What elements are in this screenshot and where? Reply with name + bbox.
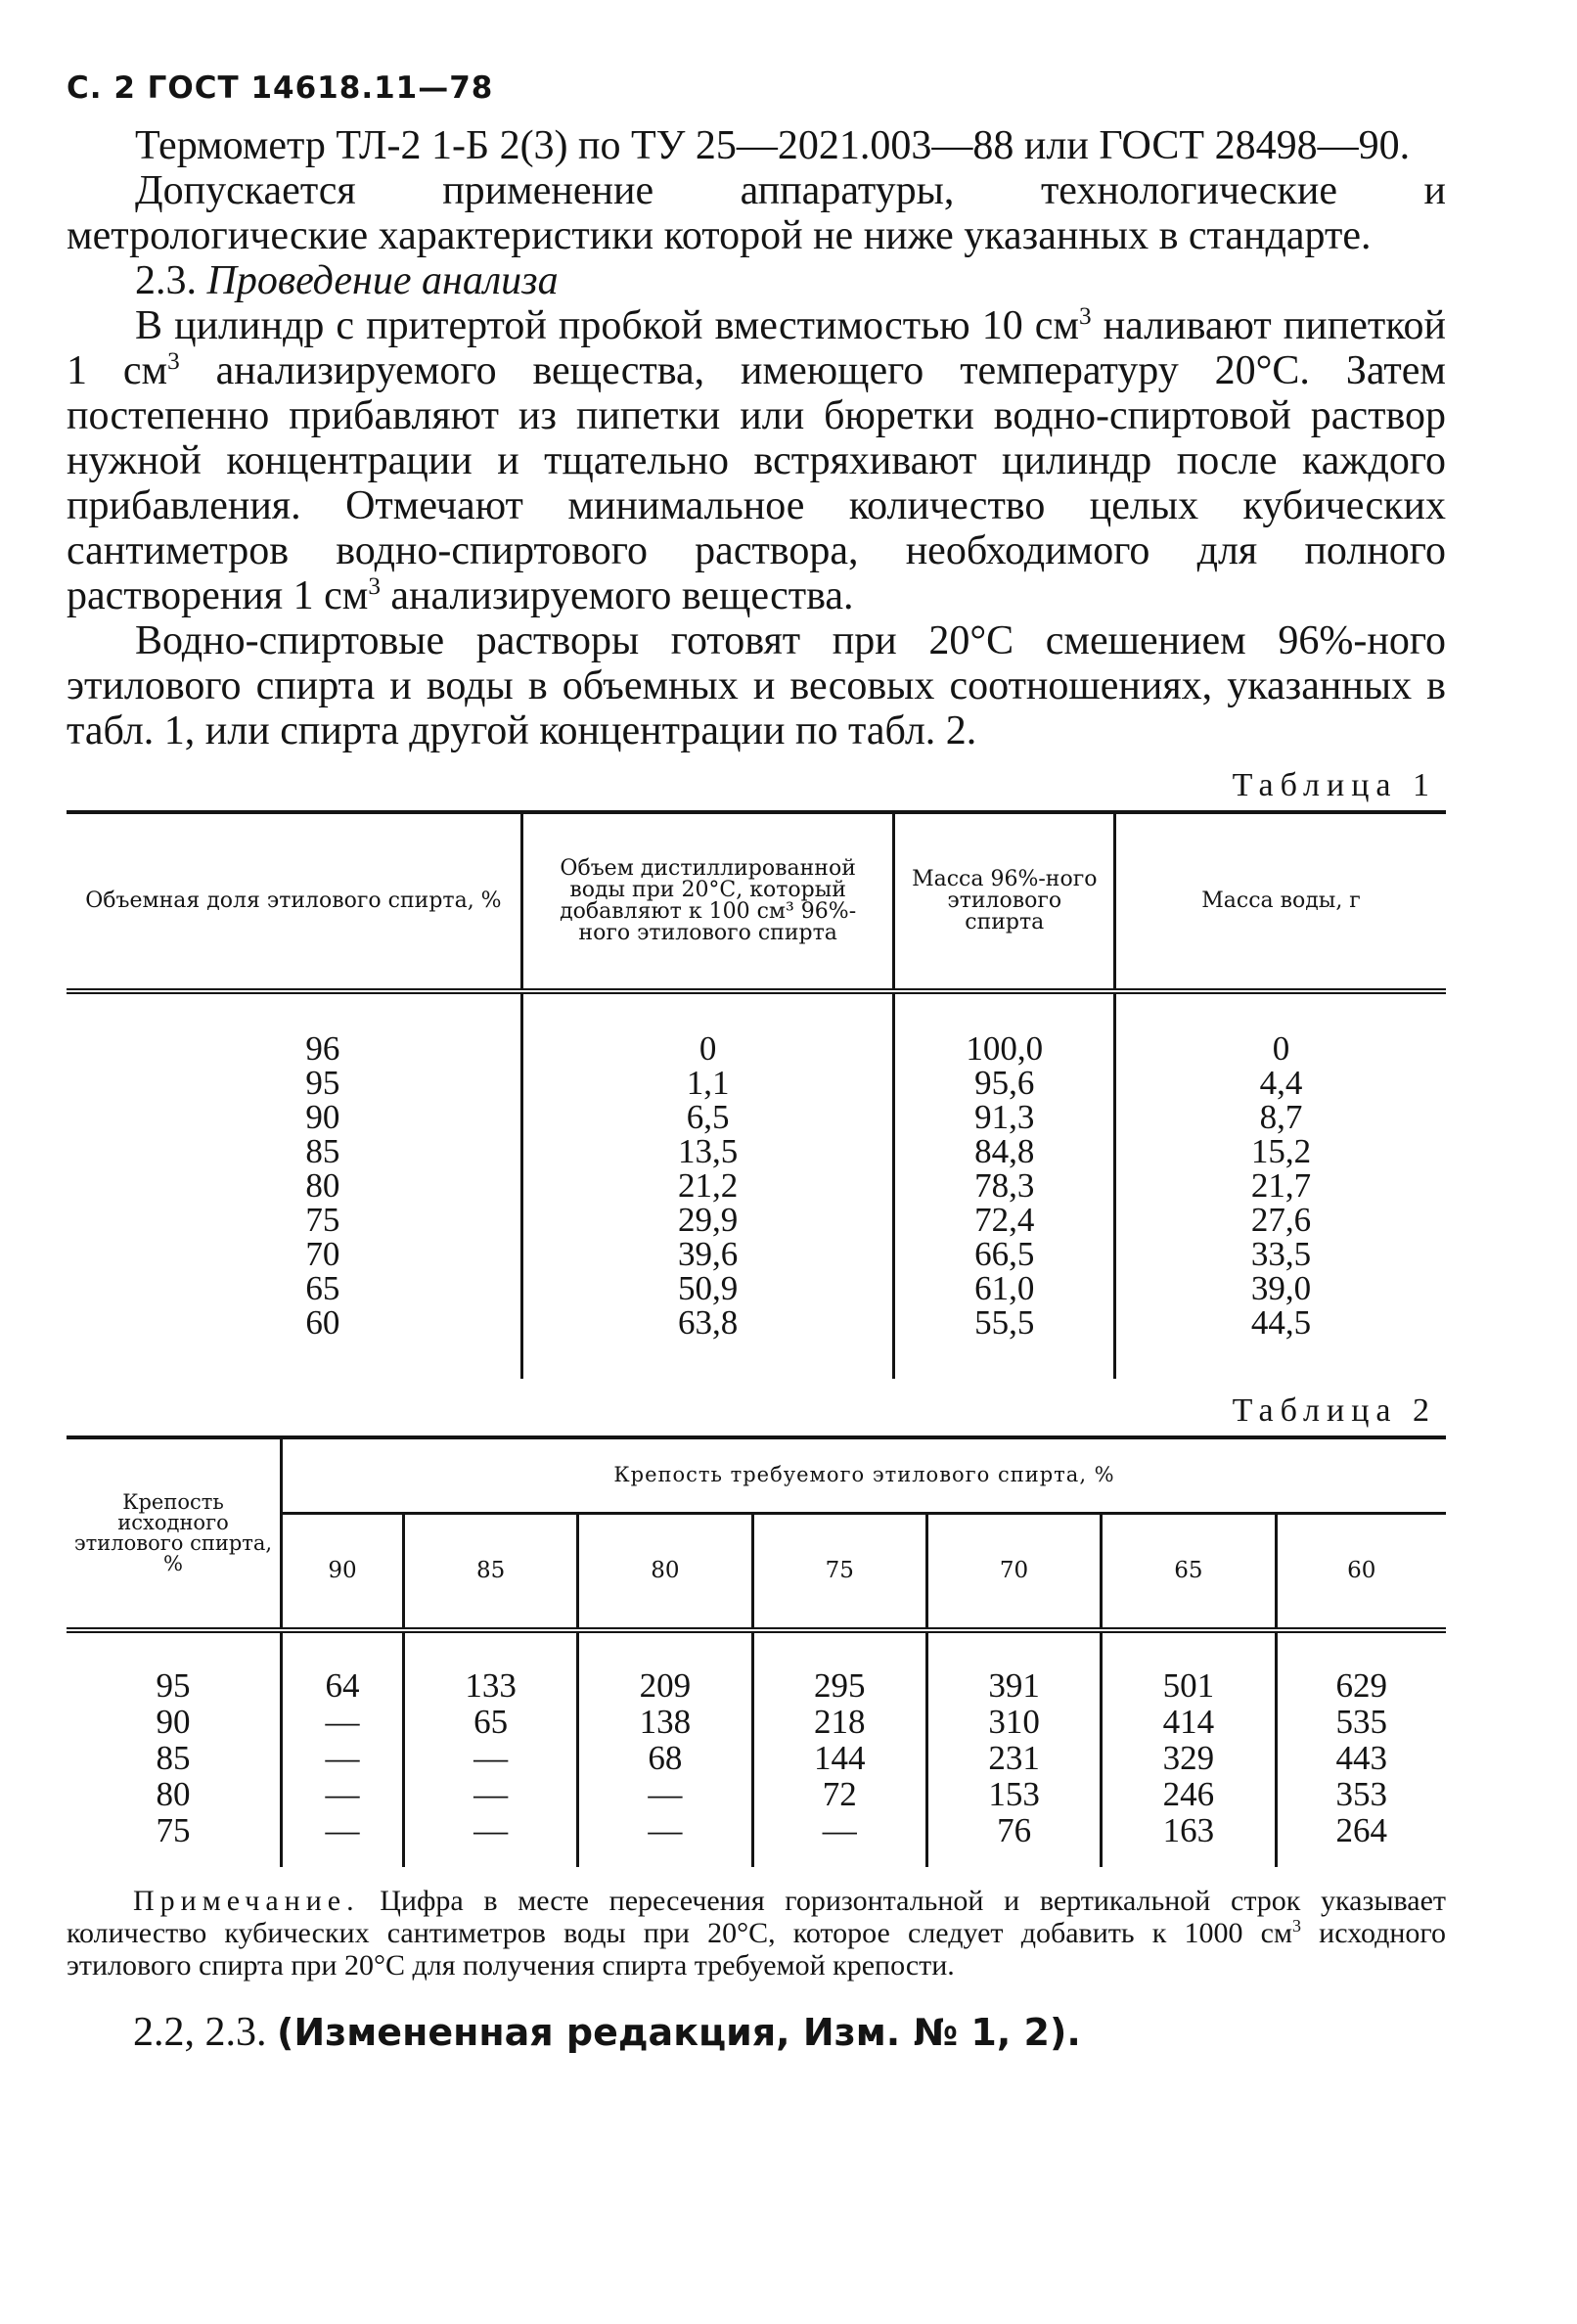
procedure-text-c: анализируемого вещества, имеющего температуру 20°С. Затем постепенно прибавляют из пипетки или бюретки водно-спиртовой раствор нужной концентрации и тщательно встряхивают цилиндр после каждого прибавления. Отмечают минимальное количество целых кубических сантиметров водно-спиртового раствора, необходимого для полного растворения 1 см xyxy=(67,348,1446,618)
table1-cell: 66,5 xyxy=(894,1237,1115,1271)
table1-cell: 78,3 xyxy=(894,1168,1115,1203)
table1-cell: 91,3 xyxy=(894,1100,1115,1134)
procedure-text-a: В цилиндр с притертой пробкой вместимостью 10 см xyxy=(135,303,1080,348)
table1-row xyxy=(67,1237,1446,1271)
table2-body xyxy=(67,1630,1446,1867)
footer-amendment: (Измененная редакция, Изм. № 1, 2). xyxy=(277,2011,1081,2054)
table2-cell: 629 xyxy=(1276,1630,1446,1704)
table2-cell: — xyxy=(403,1740,577,1776)
table1-cell: 95 xyxy=(305,1064,340,1102)
table1-cell: 29,9 xyxy=(521,1203,894,1237)
table2-cell: 414 xyxy=(1102,1704,1276,1740)
table1-row xyxy=(67,1100,1446,1134)
table2-cell: 310 xyxy=(926,1704,1101,1740)
paragraph-thermometer: Термометр ТЛ-2 1-Б 2(3) по ТУ 25—2021.003—88 или ГОСТ 28498—90. xyxy=(135,123,1411,168)
table2-row xyxy=(67,1630,1446,1704)
table1-cell: 6,5 xyxy=(521,1100,894,1134)
table1-header-cell: Масса воды, г xyxy=(1115,812,1446,991)
table2-cell: — xyxy=(752,1812,926,1867)
table1-cell: 90 xyxy=(305,1098,340,1136)
table2-group-header: Крепость требуемого этилового спирта, % xyxy=(282,1437,1447,1513)
table1-cell: 96 xyxy=(305,1029,340,1068)
table2-stub-cell: 80 xyxy=(156,1775,191,1813)
table1-cell: 1,1 xyxy=(521,1066,894,1100)
table1-cell: 95,6 xyxy=(894,1066,1115,1100)
table1-cell: 21,2 xyxy=(521,1168,894,1203)
table2-cell: 65 xyxy=(403,1704,577,1740)
table1-cell: 27,6 xyxy=(1115,1203,1446,1237)
table2-cell: 535 xyxy=(1276,1704,1446,1740)
table1-cell: 84,8 xyxy=(894,1134,1115,1168)
table2-cell: — xyxy=(403,1776,577,1812)
table2-cell: — xyxy=(578,1776,752,1812)
document-page xyxy=(67,70,1446,2056)
table2-cell: 218 xyxy=(752,1704,926,1740)
paragraph-solutions: Водно-спиртовые растворы готовят при 20°С смешением 96%-ного этилового спирта и воды в объемных и весовых соотношениях, указанных в табл. 1, или спирта другой концентрации по табл. 2. xyxy=(67,618,1446,753)
section-heading xyxy=(67,258,1446,303)
note-text-b: исходного этилового спирта при 20°С для получения спирта требуемой крепости. xyxy=(67,1917,1446,1982)
body-text xyxy=(67,123,1446,753)
table1-cell: 39,0 xyxy=(1115,1271,1446,1305)
table2-row xyxy=(67,1812,1446,1867)
table2-cell: 329 xyxy=(1102,1740,1276,1776)
table2-cell: 76 xyxy=(926,1812,1101,1867)
table1-row xyxy=(67,1168,1446,1203)
table2-row xyxy=(67,1704,1446,1740)
table2-cell: — xyxy=(578,1812,752,1867)
amendment-footer xyxy=(133,2009,1446,2056)
table1 xyxy=(67,810,1446,1379)
table-note xyxy=(67,1885,1446,1982)
section-number: 2.3. xyxy=(135,258,197,303)
table1-cell: 60 xyxy=(305,1303,340,1342)
table2-cell: 153 xyxy=(926,1776,1101,1812)
table1-cell: 65 xyxy=(305,1269,340,1307)
note-text-a: Цифра в месте пересечения горизонтальной и вертикальной строк указывает количество кубических сантиметров воды при 20°С, которое следует добавить к 1000 см xyxy=(67,1885,1446,1949)
section-title: Проведение анализа xyxy=(206,258,559,303)
table2-column-header: 65 xyxy=(1102,1513,1276,1630)
table2-column-header: 80 xyxy=(578,1513,752,1630)
table1-header-row xyxy=(67,812,1446,991)
table2-column-header: 70 xyxy=(926,1513,1101,1630)
note-label: Примечание. xyxy=(133,1885,360,1917)
table1-cell: 0 xyxy=(1115,991,1446,1066)
table1-cell: 55,5 xyxy=(894,1305,1115,1379)
table1-cell: 0 xyxy=(521,991,894,1066)
table2-stub-header: Крепость исходного этилового спирта, % xyxy=(67,1437,282,1630)
table2-row xyxy=(67,1740,1446,1776)
superscript: 3 xyxy=(167,348,180,375)
table1-row xyxy=(67,1134,1446,1168)
table2-cell: 144 xyxy=(752,1740,926,1776)
table1-cell: 85 xyxy=(305,1132,340,1170)
table2-stub-cell: 95 xyxy=(156,1666,191,1705)
table1-cell: 21,7 xyxy=(1115,1168,1446,1203)
table2-cell: — xyxy=(282,1776,404,1812)
table1-header-cell: Объем дистиллированной воды при 20°С, который добавляют к 100 см³ 96%-ного этилового спирта xyxy=(521,812,894,991)
table2-row xyxy=(67,1776,1446,1812)
table2-cell: 443 xyxy=(1276,1740,1446,1776)
table2-cell: 353 xyxy=(1276,1776,1446,1812)
table1-cell: 63,8 xyxy=(521,1305,894,1379)
footer-sections: 2.2, 2.3. xyxy=(133,2010,267,2055)
table2-stub-cell: 75 xyxy=(156,1811,191,1849)
table1-header-cell: Масса 96%-ного этилового спирта xyxy=(894,812,1115,991)
paragraph-procedure xyxy=(67,303,1446,618)
superscript: 3 xyxy=(1079,303,1092,330)
table1-cell: 50,9 xyxy=(521,1271,894,1305)
table1-title: Таблица 1 xyxy=(1232,767,1436,803)
superscript: 3 xyxy=(1291,1916,1301,1936)
table1-cell: 4,4 xyxy=(1115,1066,1446,1100)
procedure-text-b: наливают пипеткой 1 см xyxy=(67,303,1446,393)
table2-cell: 501 xyxy=(1102,1630,1276,1704)
table1-cell: 44,5 xyxy=(1115,1305,1446,1379)
table1-body xyxy=(67,991,1446,1379)
table2-stub-cell: 85 xyxy=(156,1739,191,1777)
table1-cell: 80 xyxy=(305,1166,340,1205)
table2-title: Таблица 2 xyxy=(1232,1392,1436,1429)
table2-cell: 209 xyxy=(578,1630,752,1704)
table2-cell: — xyxy=(282,1740,404,1776)
table1-cell: 100,0 xyxy=(894,991,1115,1066)
table2-header-row xyxy=(67,1437,1446,1513)
table2-column-header: 60 xyxy=(1276,1513,1446,1630)
table1-row xyxy=(67,1066,1446,1100)
table1-cell: 39,6 xyxy=(521,1237,894,1271)
superscript: 3 xyxy=(368,573,381,600)
table1-cell: 70 xyxy=(305,1235,340,1273)
table1-cell: 8,7 xyxy=(1115,1100,1446,1134)
table2-column-header: 90 xyxy=(282,1513,404,1630)
table2-cell: 138 xyxy=(578,1704,752,1740)
table2-cell: 64 xyxy=(282,1630,404,1704)
paragraph-allowed: Допускается применение аппаратуры, технологические и метрологические характеристики которой не ниже указанных в стандарте. xyxy=(67,168,1446,258)
table1-row xyxy=(67,1203,1446,1237)
table2-stub-cell: 90 xyxy=(156,1703,191,1741)
table2-cell: 391 xyxy=(926,1630,1101,1704)
table1-row xyxy=(67,1271,1446,1305)
table2-cell: 264 xyxy=(1276,1812,1446,1867)
table2-cell: — xyxy=(403,1812,577,1867)
table2-cell: 68 xyxy=(578,1740,752,1776)
table1-cell: 15,2 xyxy=(1115,1134,1446,1168)
table2-cell: 133 xyxy=(403,1630,577,1704)
table2-cell: 295 xyxy=(752,1630,926,1704)
table2-cell: 163 xyxy=(1102,1812,1276,1867)
table1-cell: 72,4 xyxy=(894,1203,1115,1237)
table2-column-header: 85 xyxy=(403,1513,577,1630)
table1-cell: 75 xyxy=(305,1201,340,1239)
table1-row xyxy=(67,991,1446,1066)
table2-cell: — xyxy=(282,1812,404,1867)
table1-header-cell: Объемная доля этилового спирта, % xyxy=(67,812,521,991)
table2-cell: 231 xyxy=(926,1740,1101,1776)
table2-cell: 72 xyxy=(752,1776,926,1812)
table1-cell: 13,5 xyxy=(521,1134,894,1168)
table1-cell: 61,0 xyxy=(894,1271,1115,1305)
table1-row xyxy=(67,1305,1446,1379)
table2 xyxy=(67,1435,1446,1867)
table2-cell: 246 xyxy=(1102,1776,1276,1812)
table2-column-header: 75 xyxy=(752,1513,926,1630)
procedure-text-d: анализируемого вещества. xyxy=(380,573,854,618)
page-header: С. 2 ГОСТ 14618.11—78 xyxy=(67,70,494,106)
table1-cell: 33,5 xyxy=(1115,1237,1446,1271)
table2-cell: — xyxy=(282,1704,404,1740)
